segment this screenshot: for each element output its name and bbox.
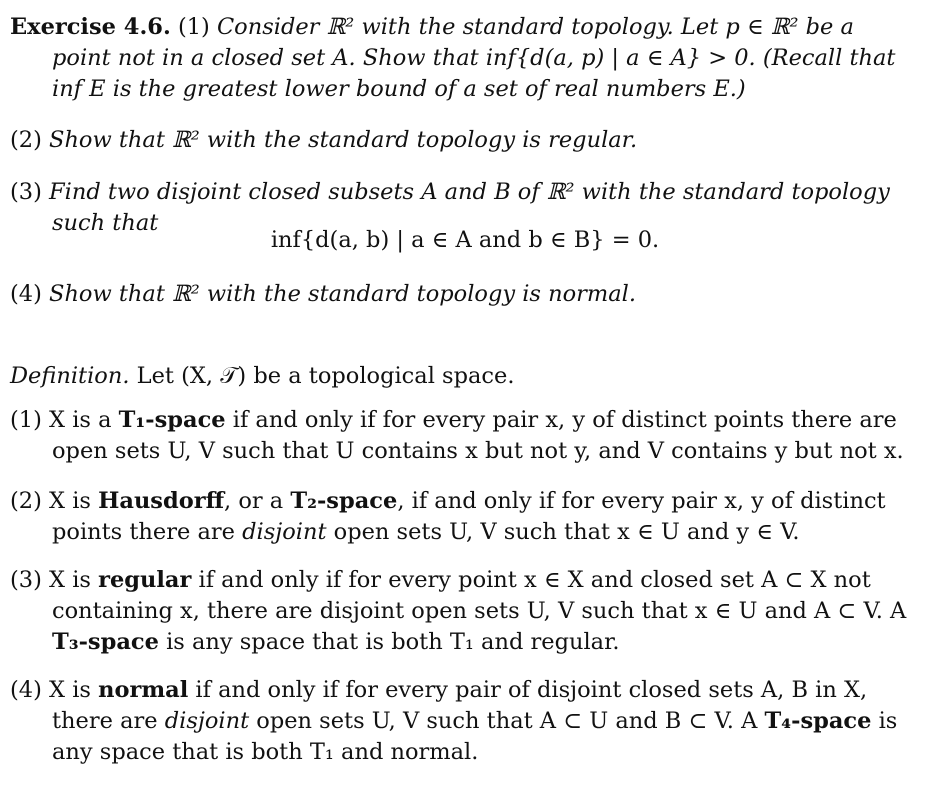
definition-item-3-post: is any space that is both T₁ and regular. [158, 629, 620, 655]
definition-label: Definition. [10, 363, 130, 389]
definition-item-4-mid2: open sets U, V such that A ⊂ U and B ⊂ V. A [249, 708, 765, 734]
definition-item-4-mid: if and only if for every pair of disjoint closed sets A, B in X, there are [52, 677, 868, 734]
exercise-part-2-number: (2) [10, 127, 42, 153]
definition-item-3-pre: X is [49, 567, 99, 593]
definition-item-4-post: is any space that is both T₁ and normal. [52, 708, 898, 765]
definition-item-2-post: open sets U, V such that x ∈ U and y ∈ V. [326, 519, 800, 545]
exercise-part-4 [10, 279, 910, 310]
definition-item-3 [10, 565, 910, 658]
exercise-heading: Exercise 4.6. [10, 14, 171, 40]
definition-item-4-term2: T₄-space [764, 708, 872, 734]
definition-item-3-term: regular [98, 567, 192, 593]
definition-item-2-pre: X is [49, 488, 99, 514]
definition-item-2-mid: , or a [224, 488, 291, 514]
definition-item-4-term: normal [98, 677, 189, 703]
definition-intro [10, 361, 910, 392]
definition-item-2 [10, 486, 910, 548]
exercise-part-4-number: (4) [10, 281, 42, 307]
definition-item-2-emph: disjoint [242, 519, 327, 545]
definition-item-2-term: Hausdorff [98, 488, 225, 514]
definition-item-1-post: if and only if for every pair x, y of distinct points there are open sets U, V such that U contains x but not y, and V contains y but not x. [52, 407, 904, 464]
definition-item-4-number: (4) [10, 677, 42, 703]
definition-item-4-pre: X is [49, 677, 99, 703]
definition-item-1-number: (1) [10, 407, 42, 433]
definition-item-2-mid2: , if and only if for every pair x, y of distinct points there are [52, 488, 886, 545]
definition-item-4 [10, 675, 910, 768]
exercise-part-1-text: Consider ℝ² with the standard topology. Let p ∈ ℝ² be a point not in a closed set A. Show that inf{d(a, p) | a ∈ A} > 0. (Recall that inf E is the greatest lower bound of a set of real numbers E.) [52, 14, 896, 102]
definition-item-1 [10, 405, 910, 467]
definition-item-3-mid: if and only if for every point x ∈ X and closed set A ⊂ X not containing x, there are disjoint open sets U, V such that x ∈ U and A ⊂ V. A [52, 567, 907, 624]
exercise-part-1 [10, 12, 910, 105]
exercise-part-2-text: Show that ℝ² with the standard topology is regular. [49, 127, 638, 153]
definition-intro-text: Let (X, 𝒯) be a topological space. [136, 363, 515, 389]
exercise-part-3-text: Find two disjoint closed subsets A and B of ℝ² with the standard topology such that [49, 179, 890, 236]
definition-item-1-pre: X is a [49, 407, 119, 433]
definition-item-3-number: (3) [10, 567, 42, 593]
definition-item-2-number: (2) [10, 488, 42, 514]
exercise-part-2 [10, 125, 910, 156]
exercise-part-3-formula [0, 225, 930, 256]
exercise-part-4-text: Show that ℝ² with the standard topology is normal. [49, 281, 636, 307]
definition-item-1-term: T₁-space [118, 407, 226, 433]
definition-item-3-term2: T₃-space [52, 629, 159, 655]
infimum-formula: inf{d(a, b) | a ∈ A and b ∈ B} = 0. [270, 227, 660, 253]
exercise-part-3-number: (3) [10, 179, 42, 205]
definition-item-4-emph: disjoint [164, 708, 250, 734]
exercise-part-1-number: (1) [177, 14, 210, 40]
definition-item-2-term2: T₂-space [290, 488, 398, 514]
